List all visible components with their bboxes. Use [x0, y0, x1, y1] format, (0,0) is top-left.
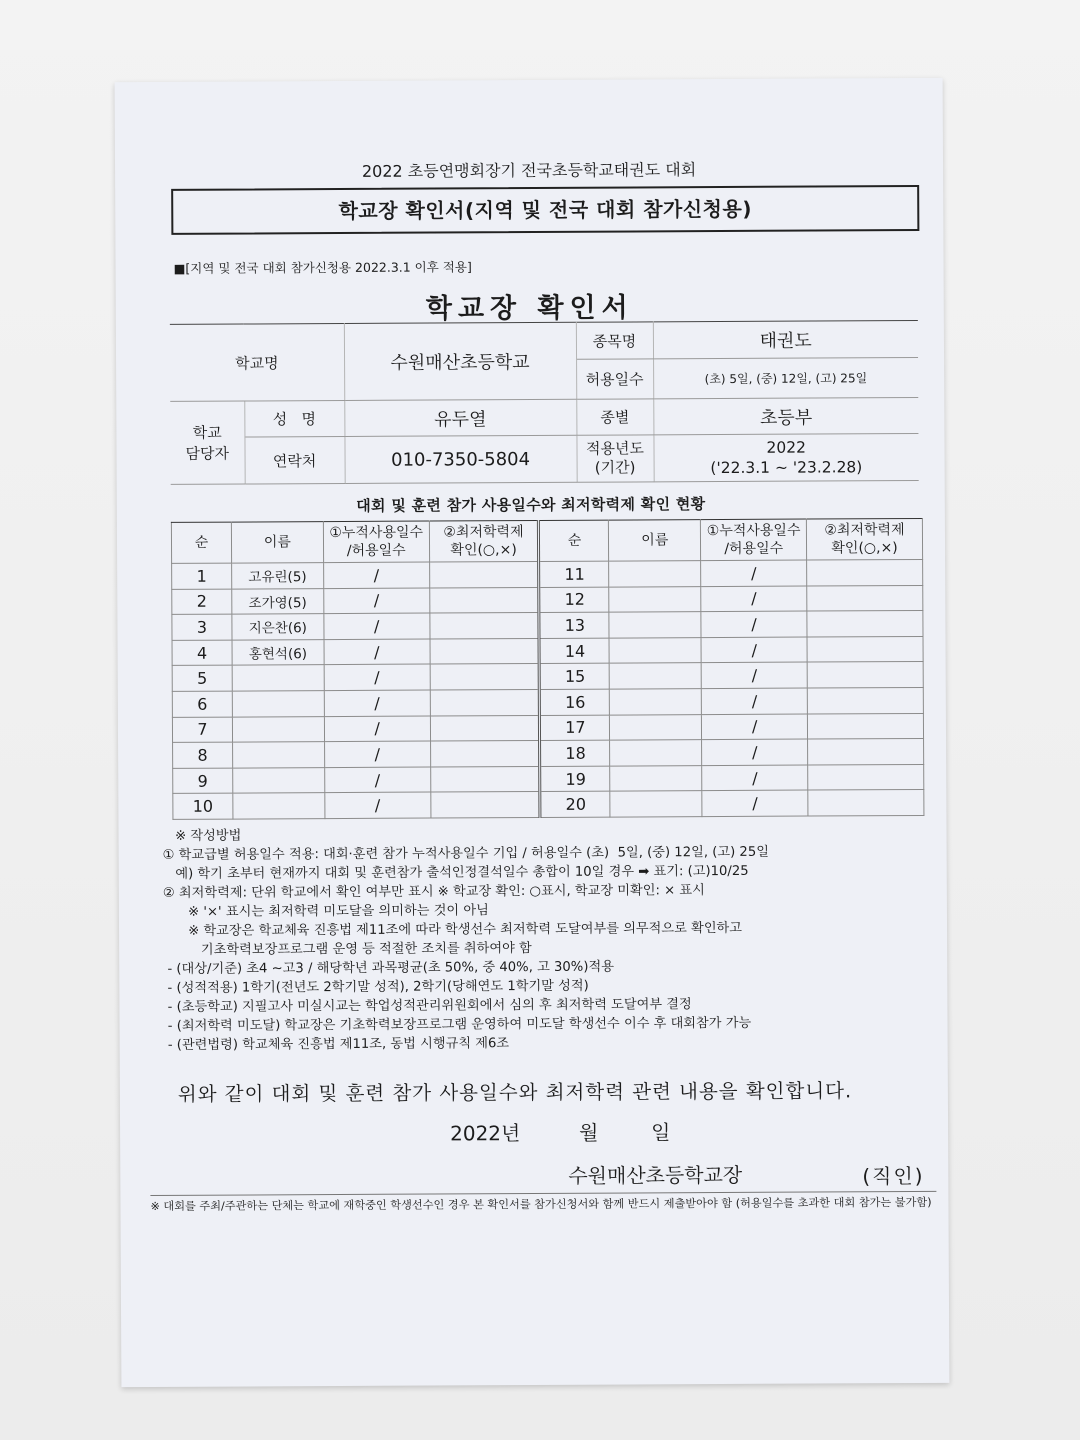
min-cell[interactable]: [807, 559, 923, 585]
row-name: 홍현석(6): [232, 639, 324, 665]
contact-value: 010-7350-5804: [344, 435, 576, 483]
header-min-line2: 확인(○,×): [831, 540, 898, 557]
min-cell[interactable]: [808, 764, 924, 790]
days-cell[interactable]: /: [701, 560, 807, 586]
days-cell[interactable]: /: [325, 792, 431, 818]
document-title: 학교장 확인서: [425, 292, 634, 325]
table-row: [173, 739, 924, 769]
row-name: 고유린(5): [232, 563, 324, 589]
min-cell[interactable]: [808, 790, 924, 816]
row-no: 17: [540, 715, 610, 741]
min-cell[interactable]: [807, 687, 923, 713]
row-no: 13: [539, 612, 609, 638]
min-cell[interactable]: [807, 585, 923, 611]
row-name[interactable]: [232, 691, 324, 717]
row-no: 11: [539, 561, 609, 587]
min-cell[interactable]: [429, 561, 539, 587]
year-value-line1: 2022: [766, 438, 807, 457]
days-cell[interactable]: /: [324, 613, 430, 639]
row-no: 14: [539, 638, 609, 664]
days-cell[interactable]: /: [324, 716, 430, 742]
date-day[interactable]: 일: [651, 1120, 671, 1145]
competition-header: 2022 초등연맹회장기 전국초등학교태권도 대회: [361, 160, 697, 181]
min-cell[interactable]: [807, 611, 923, 637]
days-cell[interactable]: /: [701, 611, 807, 637]
row-name[interactable]: [610, 791, 702, 817]
info-table: [170, 320, 919, 485]
row-name[interactable]: [610, 765, 702, 791]
date-line: [450, 1116, 670, 1146]
table-row: [173, 790, 924, 820]
row-name[interactable]: [609, 612, 701, 638]
header-name-left: 이름: [231, 522, 323, 563]
min-cell[interactable]: [430, 792, 540, 818]
instruction-line: - (성적적용) 1학기(전년도 2학기말 성적), 2학기(당해연도 1학기말 성적): [163, 978, 589, 996]
days-cell[interactable]: /: [702, 739, 808, 765]
header-days-line2: /허용일수: [346, 542, 406, 559]
row-no: 1: [172, 563, 232, 589]
row-no: 7: [172, 717, 232, 743]
row-no: 10: [173, 793, 233, 819]
boxed-title: 학교장 확인서(지역 및 전국 대회 참가신청용): [171, 185, 919, 235]
instruction-line: - (관련법령) 학교체육 진흥법 제11조, 동법 시행규칙 제6조: [163, 1036, 510, 1053]
confirmation-statement: 위와 같이 대회 및 훈련 참가 사용일수와 최저학력 관련 내용을 확인합니다.: [177, 1079, 853, 1106]
document-paper: [115, 78, 950, 1387]
min-cell[interactable]: [430, 689, 540, 715]
division-value: 초등부: [653, 397, 918, 434]
days-cell[interactable]: /: [324, 741, 430, 767]
date-year: 2022년: [450, 1121, 521, 1146]
table-row: [172, 713, 923, 743]
table-row: [172, 585, 923, 615]
row-no: 12: [539, 587, 609, 613]
min-cell[interactable]: [430, 715, 540, 741]
min-cell[interactable]: [807, 713, 923, 739]
row-name[interactable]: [610, 689, 702, 715]
row-no: 19: [540, 766, 610, 792]
row-no: 8: [173, 742, 233, 768]
event-value: 태권도: [653, 320, 918, 358]
days-cell[interactable]: /: [324, 664, 430, 690]
instruction-line: - (최저학력 미도달) 학교장은 기초학력보장프로그램 운영하여 미도달 학생선수 이수 후 대회참가 가능: [163, 1015, 752, 1034]
row-name[interactable]: [610, 714, 702, 740]
days-cell[interactable]: /: [702, 688, 808, 714]
year-label: [576, 435, 653, 482]
days-cell[interactable]: /: [701, 662, 807, 688]
row-no: 20: [540, 791, 610, 817]
header-days-left: [323, 521, 429, 563]
table-row: [172, 687, 923, 717]
header-no-left: 순: [171, 522, 231, 563]
instruction-line: ※ '×' 표시는 최저학력 미도달을 의미하는 것이 아님: [162, 903, 489, 920]
min-cell[interactable]: [429, 613, 539, 639]
staff-label: [170, 401, 244, 484]
instruction-line: 예) 학기 초부터 현재까지 대회 및 훈련참가 출석인정결석일수 총합이 10일 경우 ➡ 표기: (고)10/25: [162, 863, 749, 882]
row-no: 4: [172, 640, 232, 666]
table-row: [172, 662, 923, 692]
days-cell[interactable]: /: [701, 637, 807, 663]
principal-signature-line: 수원매산초등학교장: [568, 1162, 743, 1188]
header-days-line2: /허용일수: [724, 540, 784, 557]
header-min-line2: 확인(○,×): [450, 542, 517, 559]
row-no: 6: [172, 691, 232, 717]
row-no: 18: [540, 740, 610, 766]
table-row: [172, 559, 923, 589]
header-name-right: 이름: [609, 520, 701, 561]
footnote: ※ 대회를 주최/주관하는 단체는 학교에 재학중인 학생선수인 경우 본 확인서를 참가신청서와 함께 반드시 제출받아야 함 (허용일수를 초과한 대회 참가는 불가함): [150, 1195, 932, 1214]
min-cell[interactable]: [430, 638, 540, 664]
staff-label-line2: 담당자: [185, 444, 230, 463]
date-month[interactable]: 월: [578, 1120, 599, 1145]
instruction-line: ② 최저학력제: 단위 학교에서 확인 여부만 표시 ※ 학교장 확인: ○표시, 학교장 미확인: × 표시: [162, 883, 705, 901]
row-name[interactable]: [232, 716, 324, 742]
row-no: 16: [540, 689, 610, 715]
days-cell[interactable]: /: [324, 588, 430, 614]
applicability-notice: ■[지역 및 전국 대회 참가신청용 2022.3.1 이후 적용]: [173, 259, 472, 276]
section-title: 대회 및 훈련 참가 사용일수와 최저학력제 확인 현황: [356, 495, 706, 515]
min-cell[interactable]: [430, 664, 540, 690]
days-cell[interactable]: /: [323, 562, 429, 588]
min-cell[interactable]: [807, 662, 923, 688]
roster-table: [171, 518, 925, 820]
row-name[interactable]: [233, 767, 325, 793]
row-name: 조가영(5): [232, 588, 324, 614]
table-row: [173, 764, 924, 794]
days-cell[interactable]: /: [701, 586, 807, 612]
days-cell[interactable]: /: [702, 790, 808, 816]
min-cell[interactable]: [807, 636, 923, 662]
instruction-line: - (초등학교) 지필고사 미실시교는 학업성적관리위원회에서 심의 후 최저학력 도달여부 결정: [163, 997, 692, 1015]
row-no: 9: [173, 768, 233, 794]
row-name[interactable]: [609, 561, 701, 587]
header-min-line1: ②최저학력제: [824, 522, 905, 539]
row-name[interactable]: [232, 742, 324, 768]
min-cell[interactable]: [430, 741, 540, 767]
school-label: 학교명: [170, 323, 344, 401]
row-no: 3: [172, 614, 232, 640]
school-value: 수원매산초등학교: [344, 322, 576, 400]
row-name[interactable]: [232, 665, 324, 691]
allowed-days-label: 허용일수: [576, 359, 653, 399]
name-value: 유두열: [344, 399, 576, 436]
row-name[interactable]: [609, 637, 701, 663]
instruction-line: - (대상/기준) 초4 ~고3 / 해당학년 과목평균(초 50%, 중 40%, 고 30%)적용: [163, 959, 614, 977]
instruction-line: ① 학교급별 허용일수 적용: 대회·훈련 참가 누적사용일수 기입 / 허용일수 (초) 5일, (중) 12일, (고) 25일: [162, 844, 769, 863]
min-cell[interactable]: [429, 587, 539, 613]
days-cell[interactable]: /: [702, 765, 808, 791]
instruction-line: 기초학력보장프로그램 운영 등 적절한 조치를 취하여야 함: [163, 941, 532, 958]
row-name: 지은찬(6): [232, 614, 324, 640]
row-no: 15: [540, 663, 610, 689]
year-value: [653, 433, 918, 481]
instruction-line: ※ 작성방법: [162, 828, 242, 844]
days-cell[interactable]: /: [324, 690, 430, 716]
year-label-line1: 적용년도: [585, 439, 645, 458]
header-min-right: [806, 518, 922, 560]
instructions: [162, 824, 769, 1055]
header-days-right: [701, 519, 807, 561]
min-cell[interactable]: [808, 739, 924, 765]
instruction-line: ※ 학교장은 학교체육 진흥법 제11조에 따라 학생선수 최저학력 도달여부를 의무적으로 확인하고: [162, 920, 743, 939]
header-days-line1: ①누적사용일수: [706, 522, 801, 540]
row-name[interactable]: [610, 740, 702, 766]
days-cell[interactable]: /: [324, 639, 430, 665]
allowed-days-value: (초) 5일, (중) 12일, (고) 25일: [653, 357, 918, 398]
days-cell[interactable]: /: [324, 767, 430, 793]
table-row: [172, 636, 923, 666]
header-no-right: 순: [539, 520, 609, 561]
year-value-line2: ('22.3.1 ~ '23.2.28): [710, 458, 863, 478]
table-row: [172, 611, 923, 641]
name-label: 성 명: [244, 400, 344, 437]
days-cell[interactable]: /: [702, 714, 808, 740]
row-no: 5: [172, 665, 232, 691]
year-label-line2: (기간): [594, 458, 636, 477]
row-no: 2: [172, 589, 232, 615]
min-cell[interactable]: [430, 766, 540, 792]
row-name[interactable]: [233, 793, 325, 819]
event-label: 종목명: [576, 322, 653, 359]
division-label: 종별: [576, 399, 653, 435]
staff-label-line1: 학교: [192, 423, 222, 442]
contact-label: 연락처: [244, 436, 344, 484]
row-name[interactable]: [610, 663, 702, 689]
row-name[interactable]: [609, 586, 701, 612]
header-min-left: [429, 520, 539, 562]
header-days-line1: ①누적사용일수: [329, 524, 424, 542]
header-min-line1: ②최저학력제: [443, 524, 524, 541]
official-seal-placeholder: (직인): [862, 1163, 925, 1189]
